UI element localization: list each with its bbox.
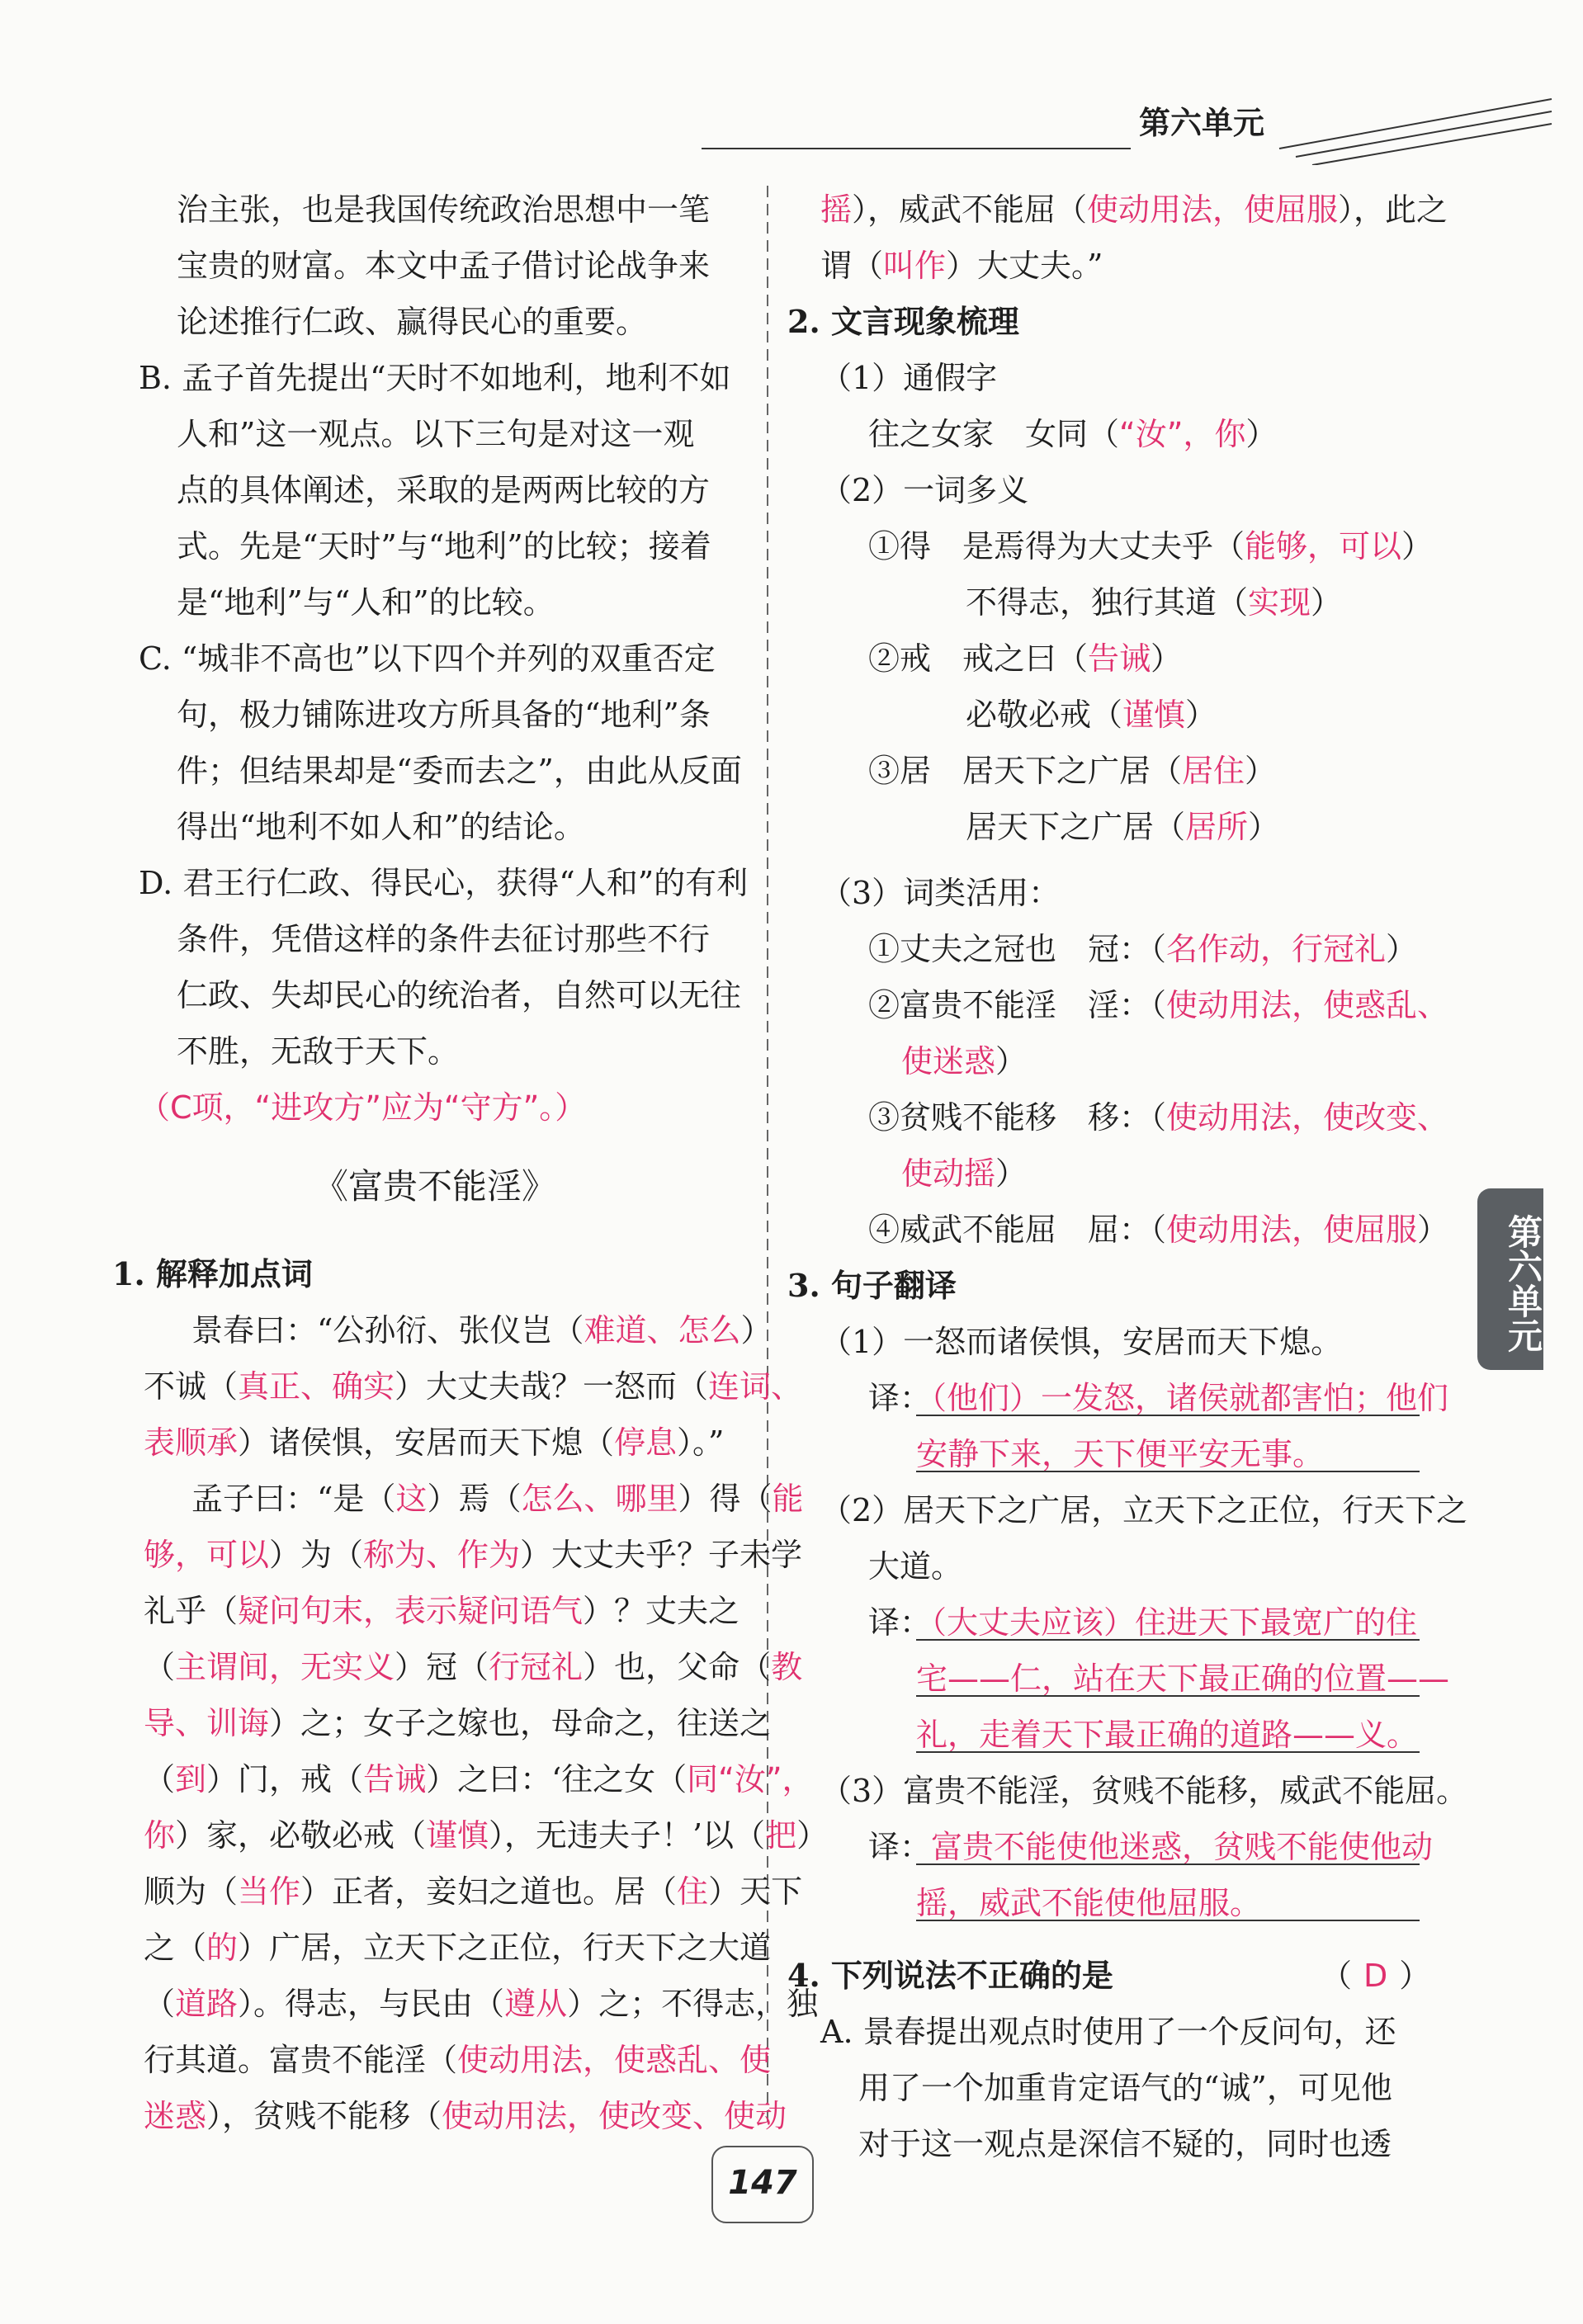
answer: 居所 <box>1185 809 1249 845</box>
text: ）天下 <box>708 1873 803 1910</box>
text-line: 仁政、失却民心的统治者，自然可以无往 <box>177 977 742 1013</box>
text: 居天下之广居（ <box>966 809 1186 845</box>
text: ）大丈夫哉？一怒而（ <box>395 1368 709 1405</box>
question-4-answer <box>1321 1948 1430 2004</box>
answer: （大丈夫应该）住进天下最宽广的住 <box>931 1604 1418 1641</box>
text-line: 大道。 <box>868 1548 963 1585</box>
cl-line-1 <box>868 921 1417 977</box>
option-b: B. 孟子首先提出“天时不如地利，地利不如 <box>139 360 731 396</box>
text-line: 句，极力铺陈进攻方所具备的“地利”条 <box>177 697 711 733</box>
text: （ <box>144 1761 176 1797</box>
q1-line-6 <box>144 1583 740 1639</box>
text: 之（ <box>144 1930 207 1966</box>
answer: 礼，走着天下最正确的道路——义。 <box>916 1717 1419 1753</box>
r-line-2 <box>820 238 1103 294</box>
answer-underline <box>916 1639 1420 1641</box>
translation-2-answer <box>868 1594 1417 1651</box>
tj-line <box>868 406 1277 462</box>
answer: 够，可以 <box>144 1537 270 1573</box>
answer-underline <box>916 1415 1420 1416</box>
yc-line-2 <box>966 574 1342 631</box>
answer: 使动用法，使屈服 <box>1087 191 1339 228</box>
text: ）诸侯惧，安居而天下熄（ <box>238 1424 615 1461</box>
text: ） <box>1386 931 1418 967</box>
text: 译： <box>868 1829 932 1865</box>
text: ③居 居天下之广居（ <box>868 753 1183 789</box>
text: 顺为（ <box>144 1873 239 1910</box>
text: ④威武不能屈 屈：（ <box>868 1212 1167 1248</box>
answer: 使动用法，使惑乱、 <box>1166 987 1449 1023</box>
cl-line-2 <box>868 977 1448 1033</box>
section-title: 《富贵不能淫》 <box>314 1166 557 1207</box>
yc-line-5 <box>868 743 1276 799</box>
answer: 使动用法，使屈服 <box>1166 1212 1418 1248</box>
q1-line-10 <box>144 1807 828 1863</box>
text: ）得（ <box>678 1481 773 1517</box>
text: ）大丈夫。” <box>946 248 1103 284</box>
answer: 行冠礼 <box>489 1649 584 1685</box>
q1-line-5 <box>144 1527 802 1583</box>
answer: 使动用法，使改变、使动 <box>442 2098 787 2134</box>
answer: 道路 <box>175 1986 239 2022</box>
text: ）之；女子之嫁也，母命之，往送之 <box>269 1705 772 1741</box>
text: ）。得志，与民由（ <box>238 1986 505 2022</box>
text: 译： <box>868 1604 932 1641</box>
answer: 导、训诲 <box>144 1705 270 1741</box>
answer: 能 <box>772 1481 804 1517</box>
answer: 连词、 <box>708 1368 803 1405</box>
answer: 住 <box>677 1873 709 1910</box>
answer: 名作动，行冠礼 <box>1166 931 1387 967</box>
page-number: 147 <box>711 2146 814 2223</box>
text: ②戒 戒之曰（ <box>868 640 1089 677</box>
text: ）之；不得志，独 <box>567 1986 819 2022</box>
subsection-title: （1）通假字 <box>820 360 998 396</box>
q1-line-9 <box>144 1751 814 1807</box>
text: ） <box>995 1155 1028 1192</box>
answer: 停息 <box>614 1424 678 1461</box>
q1-line-8 <box>144 1695 771 1751</box>
text-line: 式。先是“天时”与“地利”的比较；接着 <box>177 528 711 564</box>
answer: 叫作 <box>883 248 947 284</box>
answer: 疑问句末，表示疑问语气 <box>238 1593 584 1629</box>
text: 不诚（ <box>144 1368 239 1405</box>
text: （ <box>144 1649 176 1685</box>
q1-line-2 <box>144 1358 802 1415</box>
text: 行其道。富贵不能淫（ <box>144 2042 458 2078</box>
answer: 怎么、哪里 <box>521 1481 678 1517</box>
text: ）正者，妾妇之道也。居（ <box>300 1873 678 1910</box>
answer: D <box>1363 1958 1388 1994</box>
text-line: 治主张，也是我国传统政治思想中一笔 <box>177 191 711 228</box>
text: ） <box>1245 416 1278 452</box>
cl-line-4 <box>868 1089 1448 1145</box>
text: ），威武不能屈（ <box>852 191 1088 228</box>
yc-line-4 <box>966 687 1217 743</box>
answer: 迷惑 <box>144 2098 207 2134</box>
text: ），此之 <box>1338 191 1448 228</box>
answer-note: （C项，“进攻方”应为“守方”。） <box>139 1089 587 1126</box>
text: ） <box>1311 584 1343 621</box>
text-line: 用了一个加重肯定语气的“诚”，可见他 <box>858 2070 1392 2106</box>
text: ）门，戒（ <box>206 1761 364 1797</box>
text: ）大丈夫乎？子未学 <box>520 1537 803 1573</box>
text: 往之女家 女同（ <box>868 416 1120 452</box>
text: ）也，父命（ <box>583 1649 772 1685</box>
answer: （他们）一发怒，诸侯就都害怕；他们 <box>931 1380 1449 1416</box>
answer: 摇 <box>820 191 853 228</box>
q1-line-3 <box>144 1415 724 1471</box>
answer: 宅——仁，站在天下最正确的位置—— <box>916 1660 1450 1697</box>
answer: 你 <box>144 1817 176 1854</box>
answer: 居住 <box>1182 753 1245 789</box>
answer: 遵从 <box>504 1986 568 2022</box>
answer: 富贵不能使他迷惑，贫贱不能使他动 <box>931 1829 1434 1865</box>
text: ）家，必敬必戒（ <box>175 1817 427 1854</box>
text: ）之曰：‘往之女（ <box>426 1761 688 1797</box>
answer-underline <box>916 1695 1420 1697</box>
text: ） <box>1151 640 1183 677</box>
text: ）。” <box>677 1424 725 1461</box>
answer-underline <box>916 1863 1420 1865</box>
text: ）广居，立天下之正位，行天下之大道 <box>238 1930 772 1966</box>
text: ） <box>995 1043 1028 1079</box>
question-3-title: 3. 句子翻译 <box>787 1267 957 1304</box>
text: 礼乎（ <box>144 1593 239 1629</box>
answer: 教 <box>771 1649 803 1685</box>
answer: “汝”，你 <box>1119 416 1246 452</box>
text: （ <box>144 1986 176 2022</box>
answer: 谨慎 <box>1122 697 1186 733</box>
subsection-title: （3）词类活用： <box>820 875 1061 911</box>
cl-line-5 <box>901 1145 1027 1202</box>
translation-1-answer <box>868 1370 1448 1426</box>
q1-line-14 <box>144 2032 771 2088</box>
text: ）冠（ <box>395 1649 489 1685</box>
text-line: 人和”这一观点。以下三句是对这一观 <box>177 416 695 452</box>
translation-2: （2）居天下之广居，立天下之正位，行天下之 <box>820 1492 1468 1528</box>
text-line: 件；但结果却是“委而去之”，由此从反面 <box>177 753 742 789</box>
answer: 表顺承 <box>144 1424 239 1461</box>
text-line: 得出“地利不如人和”的结论。 <box>177 809 585 845</box>
question-4-title: 4. 下列说法不正确的是 <box>787 1957 1113 1994</box>
text: ①得 是焉得为大丈夫乎（ <box>868 528 1245 564</box>
answer-underline <box>916 1751 1420 1753</box>
question-2-title: 2. 文言现象梳理 <box>787 303 1019 340</box>
answer: 到 <box>175 1761 207 1797</box>
text: ）为（ <box>269 1537 364 1573</box>
answer: 安静下来，天下便平安无事。 <box>916 1436 1325 1472</box>
yc-line-6 <box>966 799 1279 855</box>
translation-3-answer <box>868 1819 1433 1875</box>
text: ），贫贱不能移（ <box>206 2098 442 2134</box>
text: ） <box>796 1817 829 1854</box>
text: ） <box>1248 809 1280 845</box>
translation-3: （3）富贵不能淫，贫贱不能移，威武不能屈。 <box>820 1773 1468 1809</box>
option-a: A. 景春提出观点时使用了一个反问句，还 <box>820 2014 1396 2050</box>
text: 必敬必戒（ <box>966 697 1123 733</box>
q1-line-4 <box>191 1471 804 1527</box>
option-c: C. “城非不高也”以下四个并列的双重否定 <box>139 640 716 677</box>
text-line: 点的具体阐述，采取的是两两比较的方 <box>177 472 711 508</box>
text: ②富贵不能淫 淫：（ <box>868 987 1167 1023</box>
r-line-1 <box>820 182 1448 238</box>
answer: 使动用法，使改变、 <box>1166 1099 1449 1136</box>
answer: 称为、作为 <box>363 1537 521 1573</box>
text: ）焉（ <box>427 1481 522 1517</box>
yc-line-1 <box>868 518 1433 574</box>
text: 景春曰：“公孙衍、张仪岂（ <box>191 1312 584 1349</box>
q1-line-13 <box>144 1976 818 2032</box>
text-line: 论述推行仁政、赢得民心的重要。 <box>177 304 648 340</box>
side-unit-tab: 第六单元 <box>1477 1188 1543 1370</box>
text: 谓（ <box>820 248 884 284</box>
answer-underline <box>916 1920 1420 1921</box>
yc-line-3 <box>868 631 1182 687</box>
answer: 同“汝”， <box>687 1761 814 1797</box>
text: ）？丈夫之 <box>583 1593 740 1629</box>
answer: 告诫 <box>1088 640 1151 677</box>
text: 不得志，独行其道（ <box>966 584 1249 621</box>
text: ③贫贱不能移 移：（ <box>868 1099 1167 1136</box>
text: ） <box>1399 1958 1431 1994</box>
header-decoration <box>702 66 1568 165</box>
q1-line-15 <box>144 2088 787 2144</box>
text: ） <box>1417 1212 1449 1248</box>
text: 孟子曰：“是（ <box>191 1481 396 1517</box>
text: 译： <box>868 1380 932 1416</box>
text: ），无违夫子！’以（ <box>489 1817 766 1854</box>
option-d: D. 君王行仁政、得民心，获得“人和”的有利 <box>139 865 749 901</box>
answer-underline <box>916 1471 1420 1472</box>
answer: 谨慎 <box>426 1817 489 1854</box>
text-line: 对于这一观点是深信不疑的，同时也透 <box>858 2126 1392 2162</box>
answer: 告诫 <box>363 1761 427 1797</box>
q1-line-1 <box>191 1302 772 1358</box>
q1-line-7 <box>144 1639 802 1695</box>
cl-line-6 <box>868 1202 1448 1258</box>
answer: 摇，威武不能使他屈服。 <box>916 1885 1262 1921</box>
text-line: 不胜，无敌于天下。 <box>177 1033 460 1070</box>
answer: 使动摇 <box>901 1155 996 1192</box>
text: ） <box>1185 697 1217 733</box>
cl-line-3 <box>901 1033 1027 1089</box>
answer: 的 <box>206 1930 239 1966</box>
answer: 实现 <box>1248 584 1311 621</box>
answer: 这 <box>395 1481 428 1517</box>
text: ） <box>1401 528 1434 564</box>
question-1-title: 1. 解释加点词 <box>112 1255 313 1292</box>
answer: 使动用法，使惑乱、使 <box>457 2042 772 2078</box>
text: ①丈夫之冠也 冠：（ <box>868 931 1167 967</box>
answer: 能够，可以 <box>1245 528 1402 564</box>
text: ） <box>1245 753 1277 789</box>
answer: 真正、确实 <box>238 1368 395 1405</box>
text: （ <box>1321 1958 1353 1994</box>
subsection-title: （2）一词多义 <box>820 472 1029 508</box>
q1-line-11 <box>144 1863 802 1920</box>
answer: 难道、怎么 <box>584 1312 741 1349</box>
header-unit-title: 第六单元 <box>1139 105 1265 141</box>
text-line: 条件，凭借这样的条件去征讨那些不行 <box>177 921 711 957</box>
answer: 当作 <box>238 1873 301 1910</box>
answer: 主谓间，无实义 <box>175 1649 395 1685</box>
text: ） <box>740 1312 773 1349</box>
answer: 使迷惑 <box>901 1043 996 1079</box>
q1-line-12 <box>144 1920 771 1976</box>
text-line: 是“地利”与“人和”的比较。 <box>177 584 555 621</box>
translation-1: （1）一怒而诸侯惧，安居而天下熄。 <box>820 1324 1343 1360</box>
text-line: 宝贵的财富。本文中孟子借讨论战争来 <box>177 248 711 284</box>
answer: 把 <box>765 1817 797 1854</box>
